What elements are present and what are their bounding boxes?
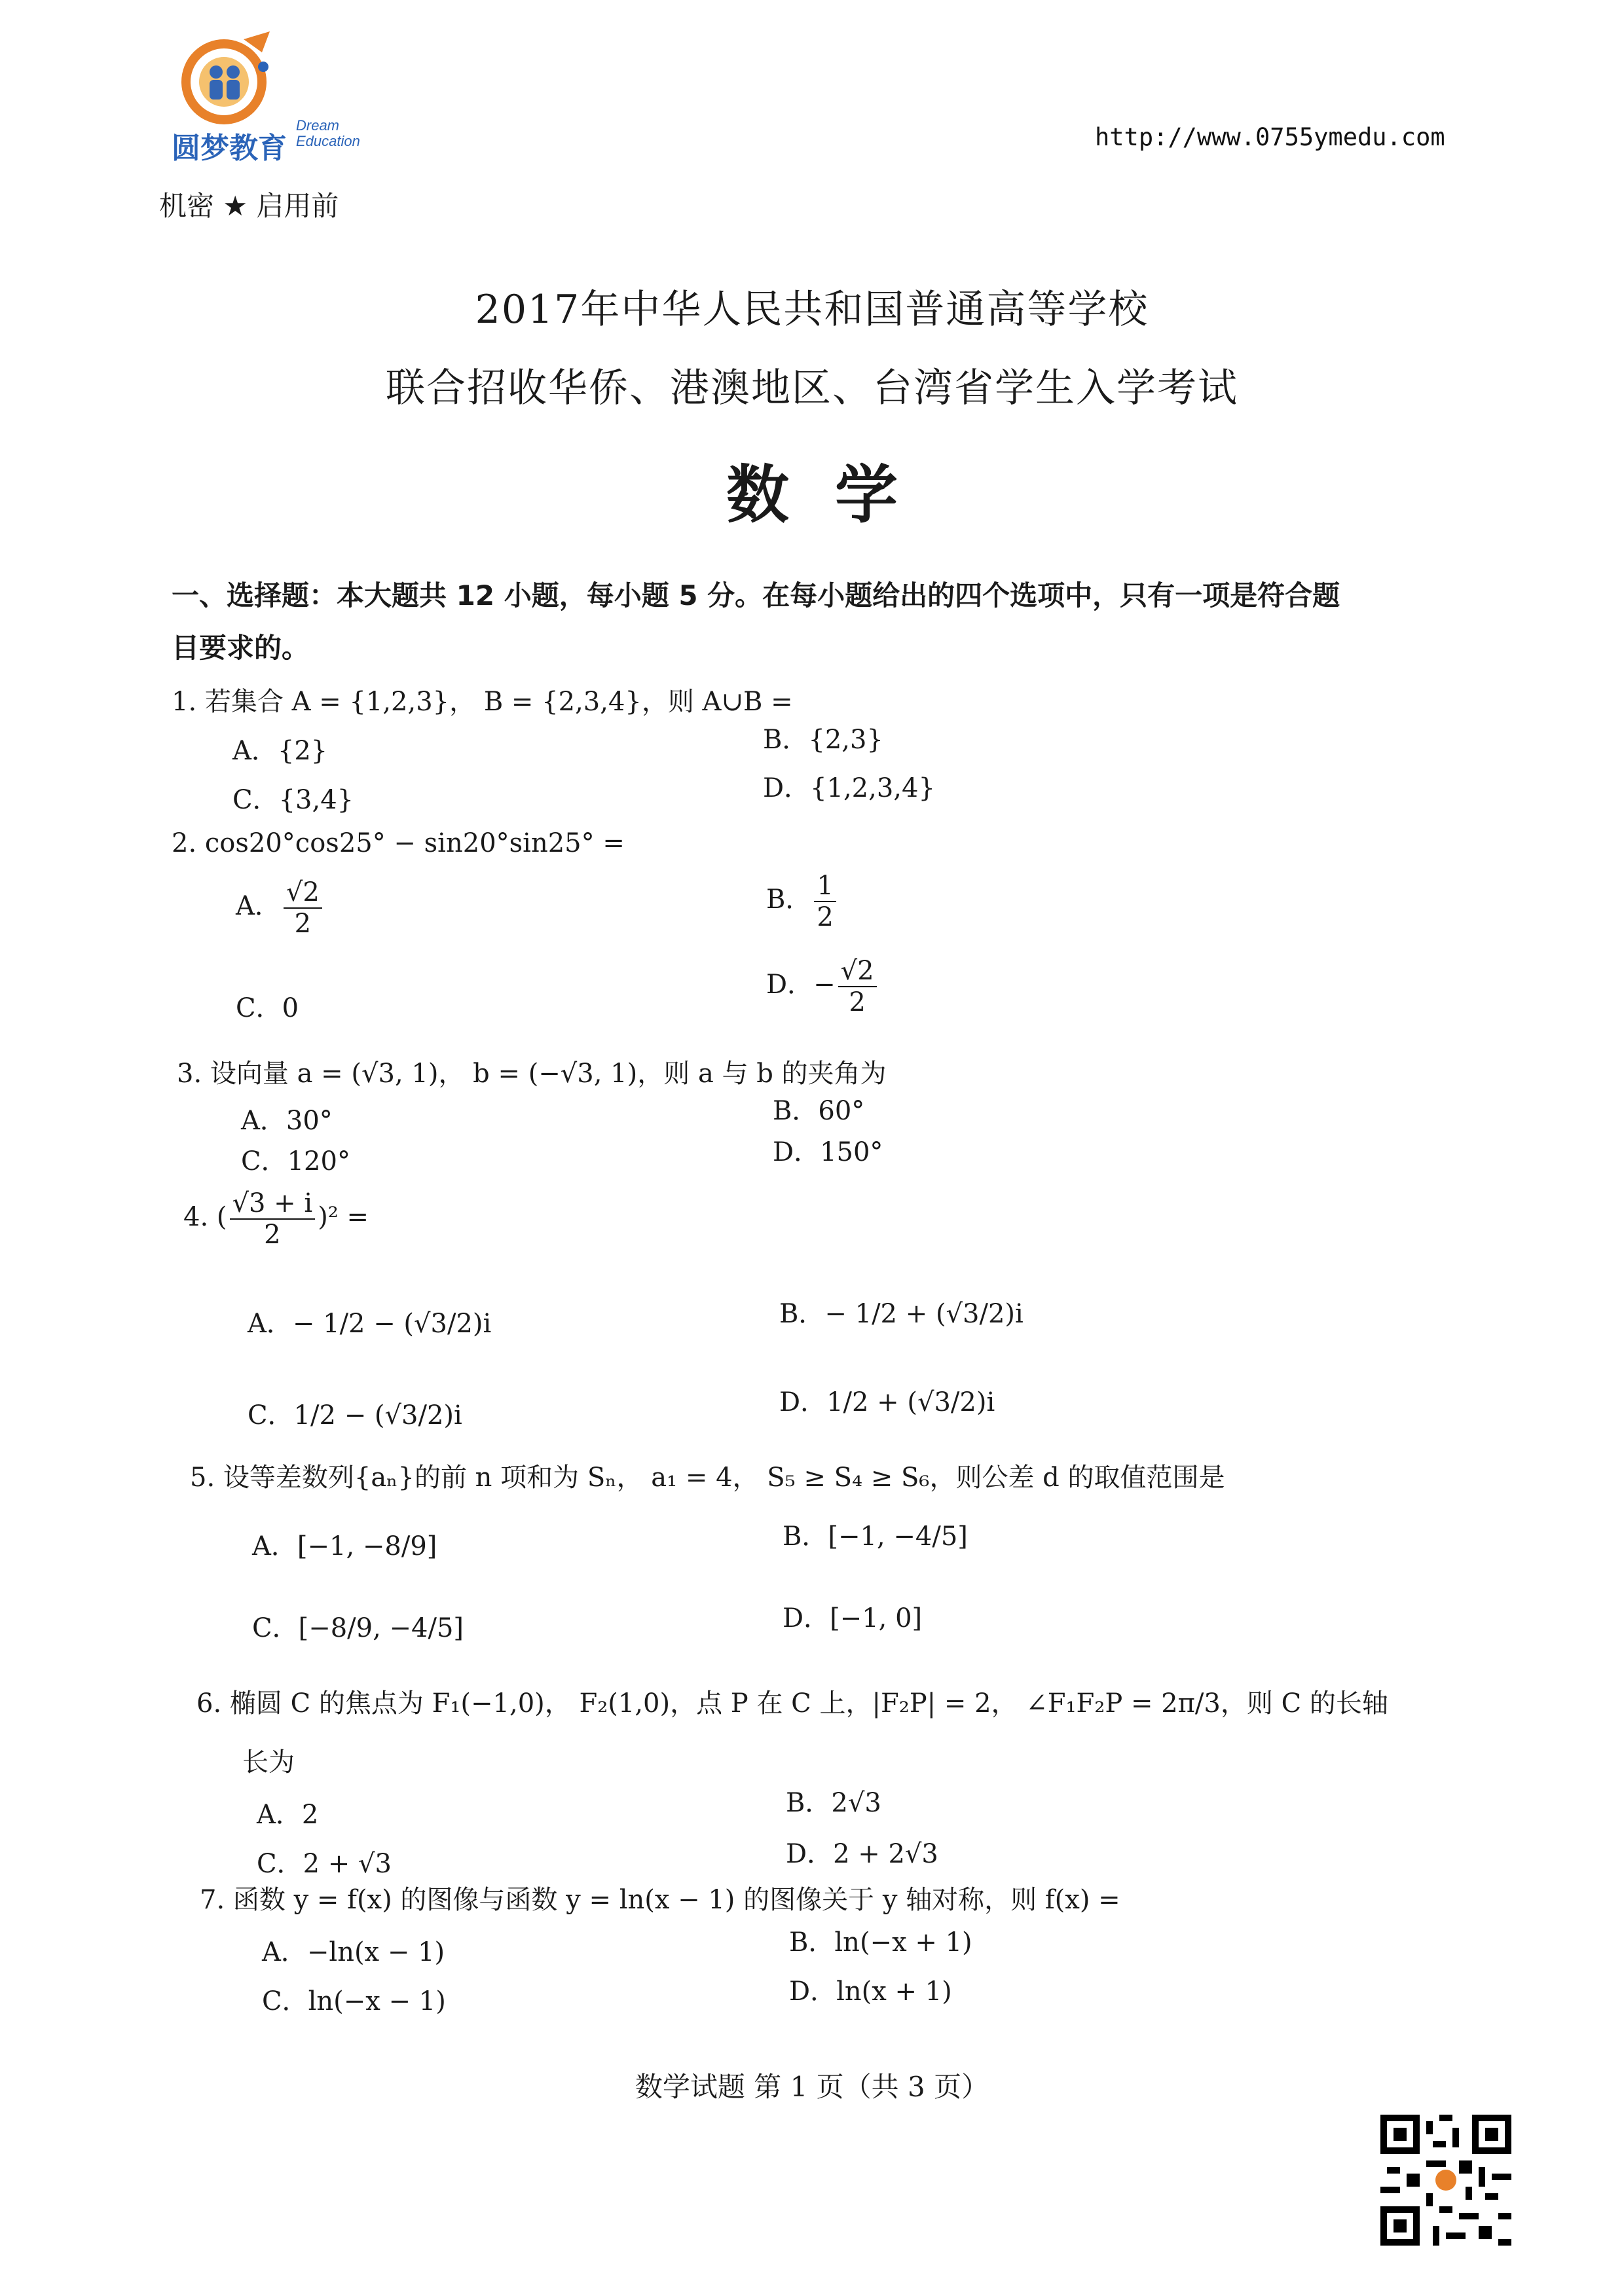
fraction: [838, 956, 877, 1017]
numerator: √3 + i: [230, 1188, 316, 1220]
exam-title-line1: 2017年中华人民共和国普通高等学校: [475, 287, 1149, 333]
logo-emblem-icon: [172, 26, 283, 124]
logo: [172, 26, 381, 164]
q3-option-c: C．120°: [241, 1146, 350, 1176]
question-number: 2.: [172, 828, 197, 858]
question-4: [183, 1188, 369, 1250]
q2-option-c: C．0: [236, 993, 299, 1023]
logo-text: 圆梦教育: [172, 132, 287, 165]
website-url[interactable]: http://www.0755ymedu.com: [1095, 123, 1445, 151]
q6-option-a: A．2: [257, 1800, 319, 1830]
question-stem: 设向量 a = (√3, 1)， b = (−√3, 1)，则 a 与 b 的夹角为: [210, 1059, 887, 1089]
q6-option-d: D．2 + 2√3: [786, 1839, 938, 1869]
q1-option-a: A．{2}: [232, 736, 328, 766]
q4-option-b: B．− 1/2 + (√3/2)i: [779, 1299, 1024, 1329]
logo-subtext: [296, 118, 360, 149]
page-footer: 数学试题 第 1 页（共 3 页）: [635, 2071, 989, 2103]
denominator: 2: [294, 909, 312, 939]
question-6: [196, 1683, 1388, 1720]
question-5: [190, 1457, 1225, 1494]
denominator: 2: [849, 987, 866, 1017]
fraction: [284, 877, 322, 939]
question-2: [172, 828, 625, 858]
numerator: √2: [838, 956, 877, 987]
paren-close: )² =: [318, 1202, 369, 1232]
subject-title: 数学: [726, 458, 944, 532]
numerator: 1: [814, 871, 836, 902]
qr-code-icon: [1380, 2115, 1511, 2246]
denominator: 2: [817, 902, 834, 932]
q2-option-b: [766, 871, 839, 932]
q7-option-a: A．−ln(x − 1): [262, 1937, 445, 1967]
q5-option-a: A．[−1, −8/9]: [252, 1531, 437, 1561]
section-heading: 一、选择题：本大题共 12 小题，每小题 5 分。在每小题给出的四个选项中，只有一项是符合题目要求的。: [172, 579, 1340, 664]
q2-option-d: [766, 956, 879, 1017]
q4-option-a: A．− 1/2 − (√3/2)i: [248, 1309, 492, 1339]
question-number: 1.: [172, 687, 197, 717]
question-number: 6.: [196, 1688, 222, 1719]
question-stem: 若集合 A = {1,2,3}， B = {2,3,4}，则 A∪B =: [204, 687, 793, 717]
logo-sub-line2: Education: [296, 133, 360, 149]
q3-option-a: A．30°: [241, 1106, 333, 1136]
q3-option-d: D．150°: [773, 1137, 883, 1167]
question-number: 3.: [177, 1059, 202, 1089]
logo-sub-line1: Dream: [296, 117, 340, 134]
option-label: D．−: [766, 970, 836, 1000]
exam-title-line2: 联合招收华侨、港澳地区、台湾省学生入学考试: [386, 365, 1238, 411]
confidential-mark: 机密 ★ 启用前: [159, 190, 339, 222]
q7-option-c: C．ln(−x − 1): [262, 1986, 446, 2016]
q7-option-d: D．ln(x + 1): [789, 1977, 952, 2007]
denominator: 2: [264, 1220, 281, 1250]
q4-option-d: D．1/2 + (√3/2)i: [779, 1387, 995, 1417]
question-stem: 椭圆 C 的焦点为 F₁(−1,0)， F₂(1,0)，点 P 在 C 上，|F₂P| = 2， ∠F₁F₂P = 2π/3，则 C 的长轴: [229, 1688, 1388, 1719]
fraction: [814, 871, 836, 932]
question-number: 5.: [190, 1463, 215, 1493]
q5-option-b: B．[−1, −4/5]: [783, 1522, 968, 1552]
question-1: [172, 681, 793, 718]
question-number: 4.: [183, 1202, 209, 1232]
q4-option-c: C．1/2 − (√3/2)i: [248, 1400, 462, 1430]
option-label: A．: [236, 891, 281, 921]
question-stem: 设等差数列{aₙ}的前 n 项和为 Sₙ， a₁ = 4， S₅ ≥ S₄ ≥ S₆，则公差 d 的取值范围是: [223, 1463, 1225, 1493]
q6-option-c: C．2 + √3: [257, 1849, 392, 1879]
question-stem: cos20°cos25° − sin20°sin25° =: [204, 828, 625, 858]
q1-option-d: D．{1,2,3,4}: [763, 773, 935, 803]
q1-option-b: B．{2,3}: [763, 725, 883, 755]
question-number: 7.: [200, 1885, 225, 1915]
q3-option-b: B．60°: [773, 1096, 865, 1126]
q1-option-c: C．{3,4}: [232, 785, 354, 815]
question-stem: 函数 y = f(x) 的图像与函数 y = ln(x − 1) 的图像关于 y 轴对称，则 f(x) =: [232, 1885, 1120, 1915]
paren-open: (: [216, 1202, 227, 1232]
question-6-continued: 长为: [242, 1747, 295, 1777]
q7-option-b: B．ln(−x + 1): [789, 1927, 972, 1958]
question-3: [177, 1053, 887, 1090]
q6-option-b: B．2√3: [786, 1788, 881, 1818]
q5-option-c: C．[−8/9, −4/5]: [252, 1613, 464, 1643]
numerator: √2: [284, 877, 322, 909]
q5-option-d: D．[−1, 0]: [783, 1603, 923, 1633]
q2-option-a: [236, 877, 325, 939]
question-7: [200, 1879, 1120, 1916]
fraction: [230, 1188, 316, 1250]
option-label: B．: [766, 884, 812, 915]
